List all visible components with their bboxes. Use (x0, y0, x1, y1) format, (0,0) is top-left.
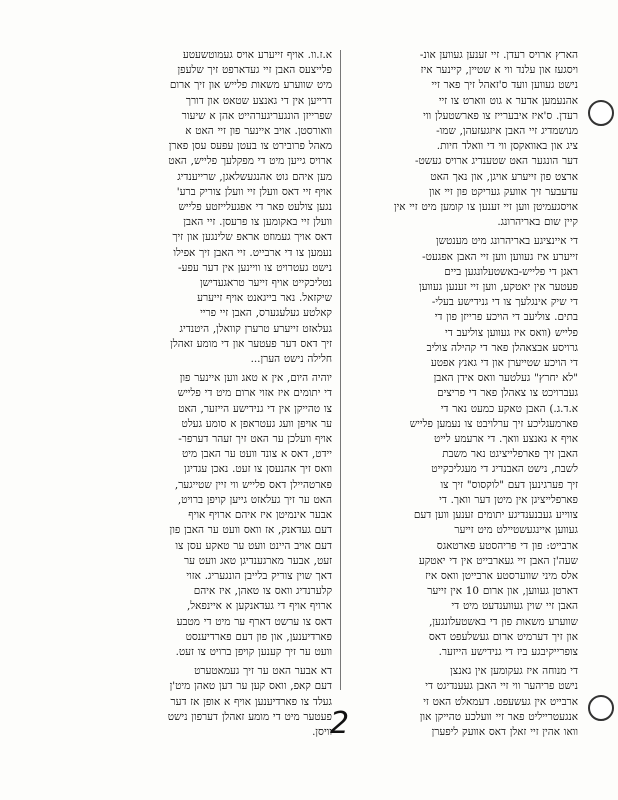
column-divider (340, 50, 341, 690)
punch-hole-top (588, 100, 614, 126)
left-text-column (100, 48, 332, 744)
paragraph: הארץ ארויס רעדן. זיי זענען געווען אונ- ויסגעז און עלנד ווי א שטיין, קיינער איז נישט געווען וועד ס'זאהל זיך פאר זיי אהנעמען אדער א גוט ווארט צו זיי רעדן. ס'איז איבערייז צו פארשטעלן ווי מנושמדיג זיי האבן איזגעזעהן, שמו- ציג און באוואקסן ווי די וואלד חיות. דער הונגער האט שטענדיג ארויס געשט- ארצט פון זייערע אויגן, און נאך האט עדעבער זיך אוועק געריקט פון זיי און אויסגעמיטן ווען זיי זענען צו קומען מיט זיי אין קיין שום באריהרונג. (393, 49, 578, 229)
paragraph: די איינציגע באריהרונג מיט מענטשן זייערע איז געווען ווען זיי האבן אפגעט- ראגן די פלייש-באשטעלונגען ביים פעטער אין יאטקע, ווען זיי זענען געווען די שיק אינגלעך צו די גנידישע בעלי- בתים. צוליעב די הויכע פרייזן פון די פלייש (וואס איז געווען צוליעב די גרויסע אבצאהלן פאר די קהילה צוליב די הויכע שטייערן און די גאנץ אפטע "לא יחרץ" געלטער וואס אידן האבן געברויכט צו צאהלן פאר די פריצים א.ד.ג.) האבן טאקע כמעט נאר די פארמעגליכע זיך ערלויבט צו נעמען פלייש אויף א גאנצע וואך. די ארעמע לייט האבן זיך פארפלייציגט נאר משבת לשבת, נישט האבנדיג די מעגליכקייט זיך פערגינען דעם "לוקסוס" זיך צו פארפלייציגן אין מיטן דער וואך. די צווייע געבנענדיגע יתומים זענען ווען דעם געווען איינגעשטיילט מיט זייער ארבייט: פון די פריהסטע פארטאגס שעה'ן האבן זיי געארבייט אין די יאטקע אלס מיני שווערסטע ארבייטן וואס איז דארטן געווען, און ארום 10 אין זייער האבן זיי שוין געווענדעט מיט די שווערע משאות פון די באשטעלונגען, און זיך דערמיט ארום געשלעפט דאס צופרייקיבגע ביז די גנידישע הייזער. (409, 235, 578, 658)
punch-hole-bottom (588, 695, 614, 721)
paragraph: יוהיה היום, אין א טאג ווען איינער פון די יתומים איז אזוי ארום מיט די פלייש צו טהייקן אין די גנידישע הייזער, האט ער אויפן וועג געטראפן א סומע געלט אויף וועלכן ער האט זיך זעהר דערפר- יידט, דאס א צונד וועט ער האבן מיט וואס זיך אהנעסן צו זעט. נאכן עגדיגן פארטהיילן דאס פלייש ווי זיין שטייגער, האט ער זיך געלאזט גייען קויפן ברויט, אבער אינמיטן איז איהם ארויף אויף דעם געדאנק, אז וואס וועט ער האבן פון דעם אויב היינט וועט ער טאקע עסן צו זעט, אבער מארגענדיגן טאג וועט ער דאך שוין צוריק בלייבן הונגעריג. אזוי קלערנדיג וואס צו טאהן, איז איהם ארויף אויף די געדאנקען א איינפאל, דאס צו ערשט דארף ער מיט די מטבע פארדיענען, און פון דעם פארדיענסט וועט ער זיך קענען קויפן ברויט צו זעט. (169, 372, 332, 658)
paragraph: דא אבער האט ער זיך געמאטערט דעם קאפ, וואס קען ער דען טאהן מיט'ן געלד צו פארדיענען אויף א אופן אז דער פעטער מיט די מומע זאהלן דערפון נישט וויסן. (167, 665, 332, 738)
paragraph: די מנוחה איז געקומען אין גאנצן נישט פריהער ווי זיי האבן געענדיגט די ארבייט אין געשעפט. דעמאלט האט זי אנגעטרייליט פאר זיי וועלכע טהייקן און וואו אהין זיי זאלן דאס אוועק ליפערן (419, 665, 578, 738)
right-text-column (350, 48, 578, 744)
page-number: 2 (330, 706, 350, 741)
paragraph: א.ז.וו. אויף זייערע אויס געמוטשעטע פלייצעס האבן זיי געדארפט זיך שלעפן מיט שווערע משאות פלייש און זיך ארום דרייען אין די גאנצע שטאט און דורך שפרייזן הונגעריגערהייט אהן א שיעור וואורסטן. אויב איינער פון זיי האט א מאהל פרובירט צו בעטן עפעס עסן פארן ארויס גייען מיט די מפקלעך פלייש, האט מען איהם גוט אהנגעשלאגן, שרייענדיג אויף זיי דאס וועלן זיי וועלן צוריק ברע' נגען צולעט פאר די אפגעלייזטע פלייש וועלן זיי באקומען צו פרעסן. זיי האבן דאס אויך געמוזט אראפ שלינגען און זיך נעמען צו די ארבייט. זיי האבן זיך אפילו נישט געטרויט צו וויינען אין דער עפע- נטליכקייט אויף זייער טראגעדישן שיקזאל. נאר בייגאנט אויף זייערע קאלטע געלעגערס, האבן זיי פריי געלאזט זייערע טרערן קוואלן, היטנדיג זיך דאס דער פעטער און די מומע זאהלן חלילה נישט הערן... (168, 49, 332, 366)
